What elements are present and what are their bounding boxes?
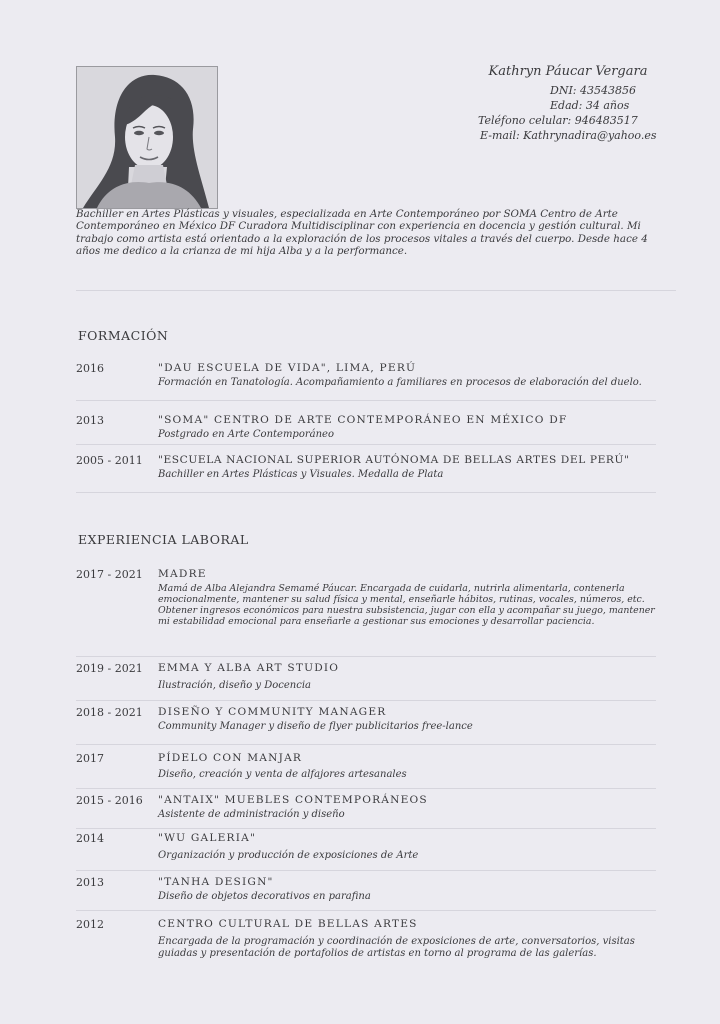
dni-text: DNI: 43543856 — [550, 84, 636, 97]
entry-year: 2012 — [76, 918, 104, 931]
entry-year: 2014 — [76, 832, 104, 845]
entry-description: Organización y producción de exposiciones de Arte — [158, 850, 419, 861]
entry-year: 2017 - 2021 — [76, 568, 143, 581]
entry-title: DISEÑO Y COMMUNITY MANAGER — [158, 706, 387, 718]
entry-description: Postgrado en Arte Contemporáneo — [158, 429, 334, 440]
age-text: Edad: 34 años — [550, 99, 630, 112]
email-text: E-mail: Kathrynadira@yahoo.es — [480, 129, 657, 142]
entry-title: MADRE — [158, 568, 207, 580]
entry-title: "ESCUELA NACIONAL SUPERIOR AUTÓNOMA DE BELLAS ARTES DEL PERÚ" — [158, 454, 630, 466]
entry-description: Bachiller en Artes Plásticas y Visuales. Medalla de Plata — [158, 469, 444, 480]
ruling-line — [76, 492, 656, 493]
entry-year: 2015 - 2016 — [76, 794, 143, 807]
entry-description: Formación en Tanatología. Acompañamiento a familiares en procesos de elaboración del duelo. — [158, 377, 642, 388]
ruling-line — [76, 656, 656, 657]
entry-year: 2017 — [76, 752, 104, 765]
ruling-line — [76, 788, 656, 789]
entry-year: 2016 — [76, 362, 104, 375]
entry-description: Mamá de Alba Alejandra Semamé Páucar. Encargada de cuidarla, nutrirla alimentarla, contenerla emocionalmente, mantener su salud física y mental, enseñarle hábitos, rutinas, vocales, números, etc. Obtener ingresos económicos para nuestra subsistencia, jugar con ella y acompañar su juego, mantener mi estabilidad emocional para enseñarle a gestionar sus emociones y desarrollar paciencia. — [158, 583, 655, 627]
entry-title: PÍDELO CON MANJAR — [158, 752, 303, 764]
entry-description: Community Manager y diseño de flyer publicitarios free-lance — [158, 721, 473, 732]
section-title-formacion: FORMACIÓN — [78, 328, 169, 343]
entry-description: Diseño de objetos decorativos en parafina — [158, 891, 371, 902]
bio-paragraph: Bachiller en Artes Plásticas y visuales, especializada en Arte Contemporáneo por SOMA Centro de Arte Contemporáneo en México DF Curadora Multidisciplinar con experiencia en docencia y gestión cultural. Mi trabajo como artista está orientado a la exploración de los procesos vitales a través del cuerpo. Desde hace 4 años me dedico a la crianza de mi hija Alba y a la performance. — [76, 208, 648, 258]
ruling-line — [76, 744, 656, 745]
ruling-line — [76, 870, 656, 871]
entry-year: 2013 — [76, 876, 104, 889]
entry-year: 2013 — [76, 414, 104, 427]
entry-description: Encargada de la programación y coordinación de exposiciones de arte, conversatorios, visitas guiadas y presentación de portafolios de artistas en torno al programa de las galerías. — [158, 936, 635, 959]
entry-year: 2018 - 2021 — [76, 706, 143, 719]
entry-year: 2005 - 2011 — [76, 454, 143, 467]
phone-text: Teléfono celular: 946483517 — [478, 114, 638, 127]
entry-description: Diseño, creación y venta de alfajores artesanales — [158, 769, 407, 780]
entry-title: "SOMA" CENTRO DE ARTE CONTEMPORÁNEO EN MÉXICO DF — [158, 414, 568, 426]
ruling-line — [76, 444, 656, 445]
entry-title: "WU GALERIA" — [158, 832, 257, 844]
ruling-line — [76, 828, 656, 829]
portrait-drawing — [76, 66, 218, 209]
entry-description: Ilustración, diseño y Docencia — [158, 680, 311, 691]
entry-title: "ANTAIX" MUEBLES CONTEMPORÁNEOS — [158, 794, 428, 806]
entry-year: 2019 - 2021 — [76, 662, 143, 675]
full-name: Kathryn Páucar Vergara — [488, 64, 648, 79]
section-title-experiencia: EXPERIENCIA LABORAL — [78, 532, 249, 547]
ruling-line — [76, 700, 656, 701]
ruling-line — [76, 400, 656, 401]
contact-block — [468, 64, 668, 143]
entry-title: "TANHA DESIGN" — [158, 876, 274, 888]
ruling-line — [76, 290, 676, 291]
entry-title: CENTRO CULTURAL DE BELLAS ARTES — [158, 918, 418, 930]
ruling-line — [76, 910, 656, 911]
entry-description: Asistente de administración y diseño — [158, 809, 345, 820]
entry-title: EMMA Y ALBA ART STUDIO — [158, 662, 340, 674]
entry-title: "DAU ESCUELA DE VIDA", LIMA, PERÚ — [158, 362, 417, 374]
